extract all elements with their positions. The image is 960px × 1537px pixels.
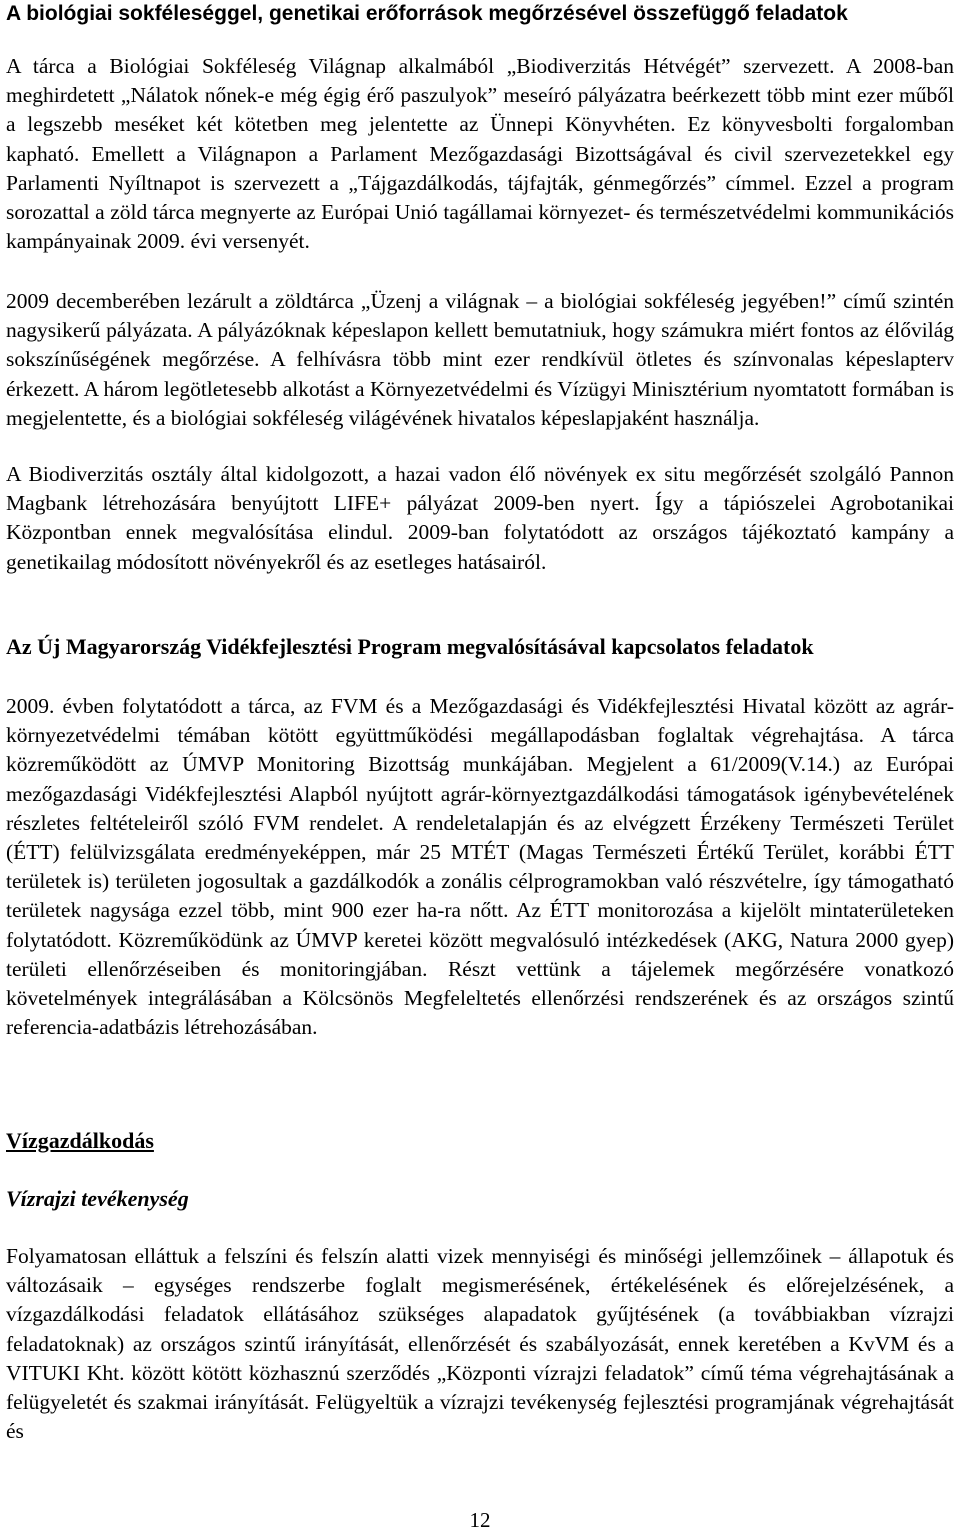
section-heading-rural-development: Az Új Magyarország Vidékfejlesztési Program megvalósításával kapcsolatos feladatok — [6, 634, 814, 659]
paragraph-hydrography: Folyamatosan elláttuk a felszíni és felszín alatti vizek mennyiségi és minőségi jellemzőinek – állapotuk és változásaik – egységes rendszerbe foglalt megismerésének, értékelésének és előrejelzésének, a vízgazdálkodási feladatok ellátásához szükséges alapadatok gyűjtésének (a továbbiakban vízrajzi feladatoknak) az országos szintű irányítását, ellenőrzését és szabályozását, ennek keretében a KvVM és a VITUKI Kht. között kötött közhasznú szerződés „Központi vízrajzi feladatok” című téma végrehajtásának a felügyeletét és szakmai irányítását. Felügyeltük a vízrajzi tevékenység fejlesztési programjának végrehajtását és — [6, 1244, 954, 1444]
paragraph-rural-development: 2009. évben folytatódott a tárca, az FVM és a Mezőgazdasági és Vidékfejlesztési Hivatal között az agrár-környezetvédelmi témában kötött együttműködési megállapodásban foglaltak végrehajtása. A tárca közreműködött az ÚMVP Monitoring Bizottság munkájában. Megjelent a 61/2009(V.14.) az Európai mezőgazdasági Vidékfejlesztési Alapból nyújtott agrár-környeztgazdálkodási támogatások igénybevételének részletes feltételeiről szóló FVM rendelet. A rendeletalapján és az elvégzett Érzékeny Természeti Terület (ÉTT) felülvizsgálata eredményeképpen, már 25 MTÉT (Magas Természeti Értékű Terület, korábbi ÉTT területek is) területen jogosultak a gazdálkodók a zonális célprogramokban való részvételre, így támogatható területek nagysága ezzel több, mint 900 ezer ha-ra nőtt. Az ÉTT monitorozása a kijelölt mintaterületeken folytatódott. Közreműködünk az ÚMVP keretei között megvalósuló intézkedések (AKG, Natura 2000 gyep) területi ellenőrzéseiben és monitoringjában. Részt vettünk a tájelemek megőrzésére vonatkozó követelmények integrálásában a Kölcsönös Megfeleltetés ellenőrzési rendszerének és az országos szintű referencia-adatbázis létrehozásában. — [6, 694, 954, 1040]
subsection-heading-hydrography: Vízrajzi tevékenység — [6, 1186, 189, 1211]
paragraph-biodiversity-3: A Biodiverzitás osztály által kidolgozott, a hazai vadon élő növények ex situ megőrzését szolgáló Pannon Magbank létrehozására benyújtott LIFE+ pályázat 2009-ben nyert. Így a tápiószelei Agrobotanikai Központban ennek megvalósítása elindul. 2009-ban folytatódott az országos tájékoztató kampány a genetikailag módosított növényekről és az esetleges hatásairól. — [6, 462, 954, 574]
page-number: 12 — [469, 1508, 491, 1532]
paragraph-text: A tárca a Biológiai Sokféleség Világnap alkalmából „Biodiverzitás Hétvégét” szervezett. A 2008-ban meghirdetett „Nálatok nőnek-e még égig érő paszulyok” meseíró pályázatra beérkezett több mint ezer műből a legszebb meséket két kötetben meg jelentette az Ünnepi Könyvhéten. — [6, 54, 954, 137]
section-heading-biodiversity: A biológiai sokféleséggel, genetikai erőforrások megőrzésével összefüggő feladatok — [6, 2, 848, 25]
paragraph-text: Ezzel a program sorozattal a zöld tárca megnyerte az Európai Unió tagállamai környezet- és természetvédelmi kommunikációs kampányainak 2009. évi versenyét. — [6, 170, 954, 254]
paragraph-biodiversity-2: 2009 decemberében lezárult a zöldtárca „Üzenj a világnak – a biológiai sokféleség jegyében!” című szintén nagysikerű pályázata. A pályázóknak képeslapon kellett bemutatniuk, hogy számukra miért fontos az élővilág sokszínűségének megőrzése. A felhívásra több mint ezer rendkívül ötletes és színvonalas képeslapterv érkezett. A három legötletesebb alkotást a Környezetvédelmi és Vízügyi Minisztérium nyomtatott formában is megjelentette, és a biológiai sokféleség világévének hivatalos képeslapjaként használja. — [6, 289, 954, 430]
paragraph-text: Emellett a Világnapon a Parlament Mezőgazdasági Bizottságával és civil szervezetekkel egy Parlamenti Nyíltnapot is szervezett a „Tájgazdálkodás, tájfajták, génmegőrzés” címmel. — [6, 141, 955, 195]
paragraph-text: Ez könyvesbolti forgalomban kapható. — [6, 112, 954, 166]
section-heading-water-management: Vízgazdálkodás — [6, 1128, 154, 1153]
paragraph-biodiversity-1 — [6, 52, 954, 256]
